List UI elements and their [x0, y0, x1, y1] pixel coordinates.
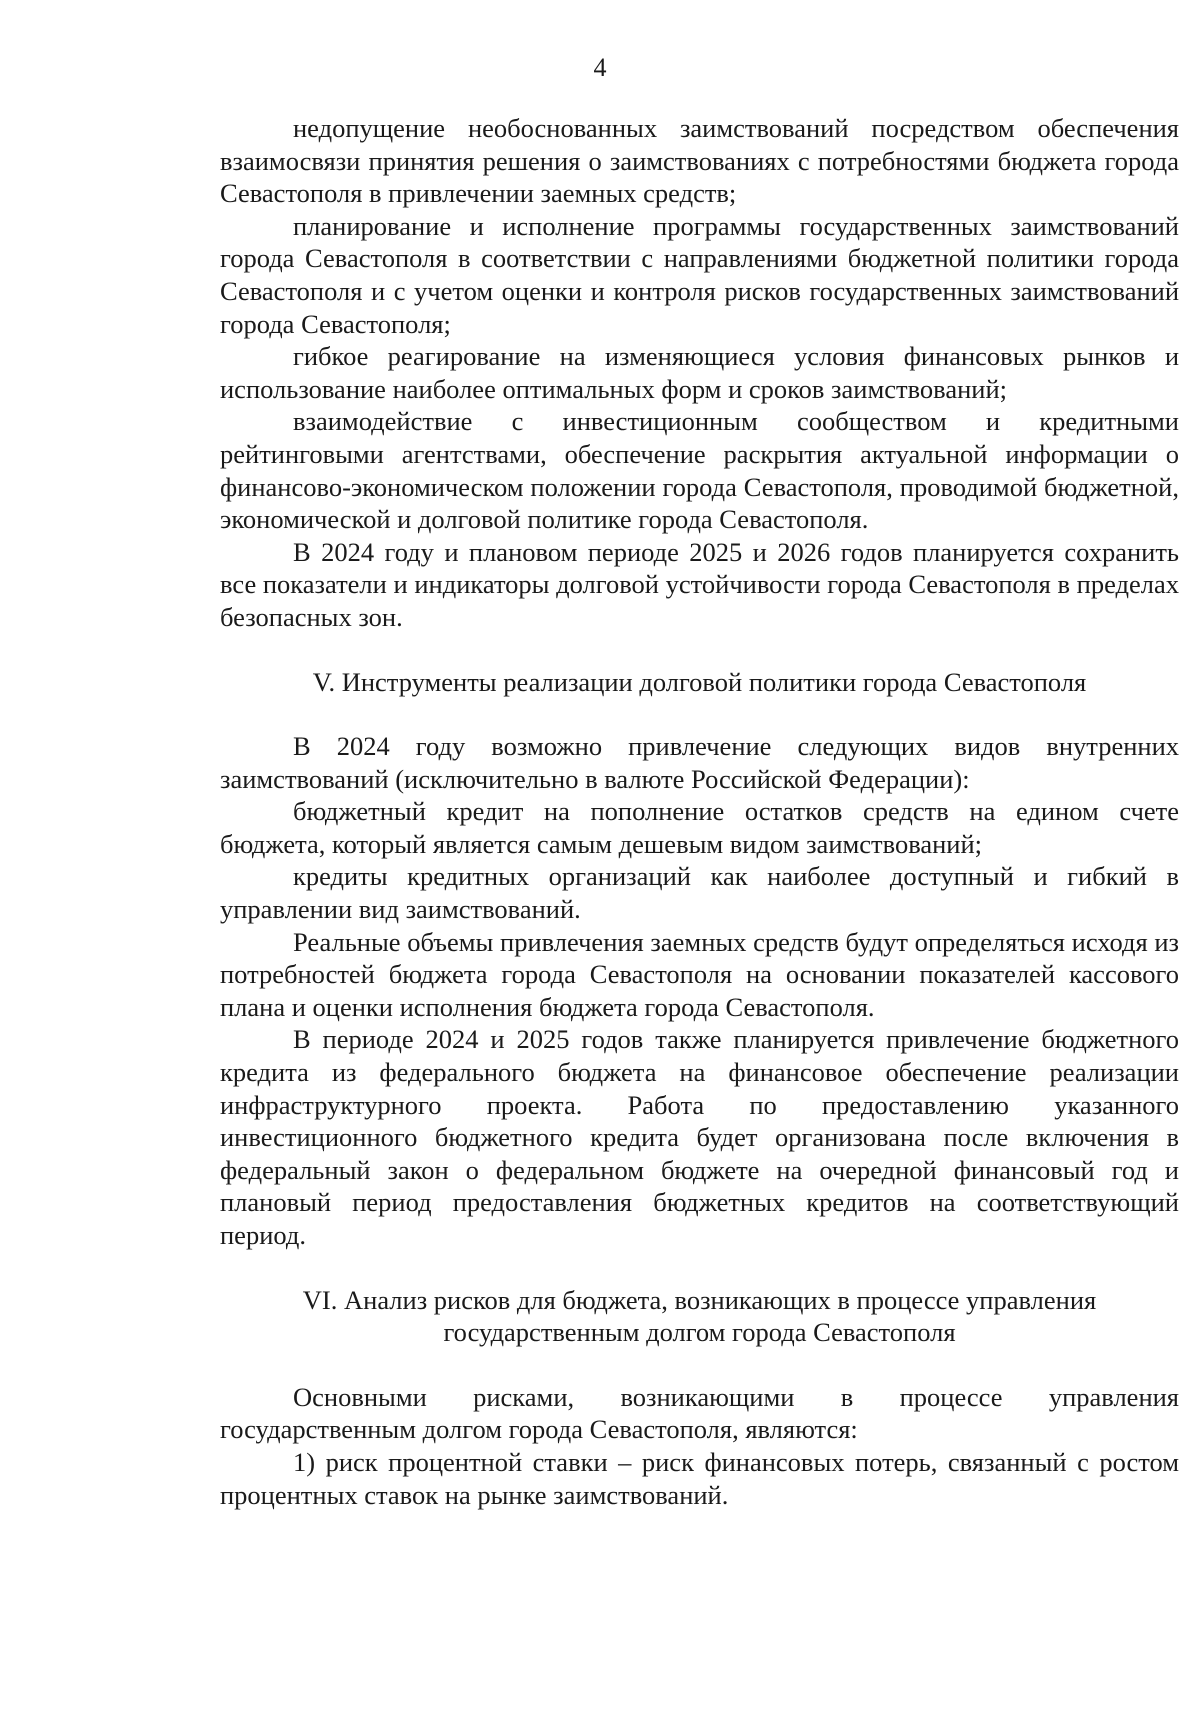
paragraph-main-risks-intro: Основными рисками, возникающими в процессе управления государственным долгом города Севастополя, являются:: [220, 1381, 1179, 1445]
paragraph-budget-credit: бюджетный кредит на пополнение остатков средств на едином счете бюджета, который является самым дешевым видом заимствований;: [220, 796, 1179, 859]
paragraph-interest-rate-risk: 1) риск процентной ставки – риск финансовых потерь, связанный с ростом процентных ставок на рынке заимствований.: [220, 1446, 1179, 1510]
paragraph-no-unjustified-borrowing: недопущение необоснованных заимствований посредством обеспечения взаимосвязи принятия решения о заимствованиях с потребностями бюджета города Севастополя в привлечении заемных средств;: [220, 113, 1179, 209]
section-v-heading: V. Инструменты реализации долговой политики города Севастополя: [312, 666, 1087, 697]
paragraph-borrowing-types-intro: В 2024 году возможно привлечение следующих видов внутренних заимствований (исключительно в валюте Российской Федерации):: [220, 731, 1179, 794]
paragraph-real-volumes: Реальные объемы привлечения заемных средств будут определяться исходя из потребностей бюджета города Севастополя на основании показателей кассового плана и оценки исполнения бюджета города Севастополя.: [220, 926, 1179, 1022]
section-vi-heading-line1: VI. Анализ рисков для бюджета, возникающих в процессе управления: [302, 1284, 1097, 1315]
section-vi-heading: [220, 1284, 1179, 1349]
section-vi-heading-line2: государственным долгом города Севастополя: [443, 1317, 956, 1348]
document-body: [220, 112, 1179, 1511]
paragraph-flexible-response: гибкое реагирование на изменяющиеся условия финансовых рынков и использование наиболее оптимальных форм и сроков заимствований;: [220, 341, 1179, 404]
paragraph-bank-credits: кредиты кредитных организаций как наиболее доступный и гибкий в управлении вид заимствований.: [220, 861, 1179, 925]
paragraph-planning-borrowing-program: планирование и исполнение программы государственных заимствований города Севастополя в соответствии с направлениями бюджетной политики города Севастополя и с учетом оценки и контроля рисков государственных заимствований города Севастополя;: [220, 210, 1179, 339]
paragraph-federal-budget-credit: В периоде 2024 и 2025 годов также планируется привлечение бюджетного кредита из федерального бюджета на финансовое обеспечение реализации инфраструктурного проекта. Работа по предоставлению указанного инвестиционного бюджетного кредита будет организована после включения в федеральный закон о федеральном бюджете на очередной финансовый год и плановый период предоставления бюджетных кредитов на соответствующий период.: [220, 1024, 1179, 1250]
page-number: 4: [593, 53, 607, 82]
paragraph-investor-interaction: взаимодействие с инвестиционным сообществом и кредитными рейтинговыми агентствами, обеспечение раскрытия актуальной информации о финансово-экономическом положении города Севастополя, проводимой бюджетной, экономической и долговой политике города Севастополя.: [220, 406, 1179, 535]
paragraph-debt-sustainability: В 2024 году и плановом периоде 2025 и 2026 годов планируется сохранить все показатели и индикаторы долговой устойчивости города Севастополя в пределах безопасных зон.: [220, 536, 1179, 632]
